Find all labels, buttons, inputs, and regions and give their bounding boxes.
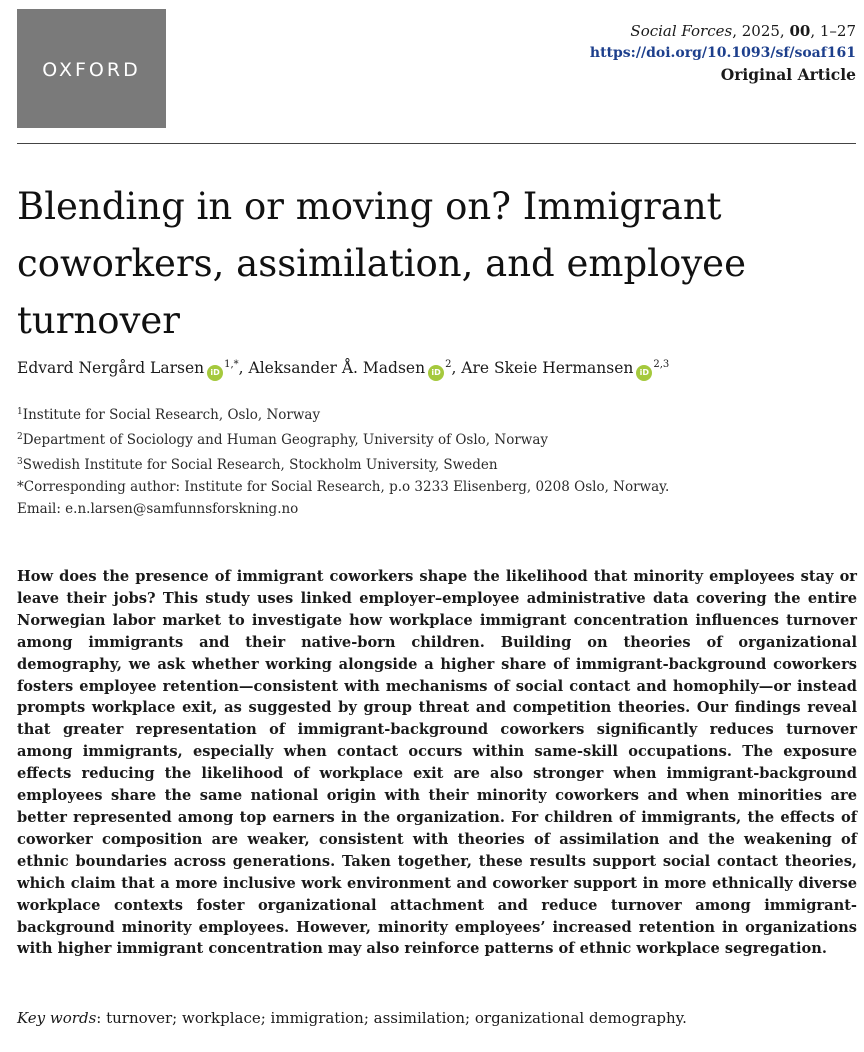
journal-info [590, 20, 856, 86]
affiliation-item [17, 401, 669, 426]
author-email[interactable]: Email: e.n.larsen@samfunnsforskning.no [17, 501, 299, 517]
affiliation-mark: 2 [17, 432, 23, 442]
author-affiliation-mark: 2 [445, 359, 452, 370]
affiliation-text: Department of Sociology and Human Geography, University of Oslo, Norway [22, 432, 549, 448]
keywords [17, 1009, 687, 1027]
affiliation-text: Swedish Institute for Social Research, Stockholm University, Sweden [22, 457, 498, 473]
header-divider [17, 143, 856, 144]
orcid-icon[interactable]: iD [428, 365, 444, 381]
keywords-list: : turnover; workplace; immigration; assimilation; organizational demography. [96, 1009, 687, 1027]
doi-link[interactable]: https://doi.org/10.1093/sf/soaf161 [589, 45, 856, 61]
citation-line [590, 20, 856, 42]
author-affiliation-mark: 2,3 [653, 359, 670, 370]
affiliation-mark: 3 [17, 457, 23, 467]
journal-name: Social Forces [630, 22, 733, 40]
abstract: How does the presence of immigrant coworkers shape the likelihood that minority employees stay or leave their jobs? This study uses linked employer–employee administrative data covering the entire Norwegian labor market to investigate how workplace immigrant concentration influences turnover among immigrants and their native-born children. Building on theories of organizational demography, we ask whether working alongside a higher share of immigrant-background coworkers fosters employee retention—consistent with mechanisms of social contact and homophily—or instead prompts workplace exit, as suggested by group threat and competition theories. Our findings reveal that greater representation of immigrant-background coworkers significantly reduces turnover among immigrants, especially when contact occurs within same-skill occupations. The exposure effects reducing the likelihood of workplace exit are also stronger when immigrant-background employees share the same national origin with their minority coworkers and when minorities are better represented among top earners in the organization. For children of immigrants, the effects of coworker composition are weaker, consistent with theories of assimilation and the weakening of ethnic boundaries across generations. Taken together, these results support social contact theories, which claim that a more inclusive work environment and coworker support in more ethnically diverse workplace contexts foster organizational attachment and reduce turnover among immigrant-background minority employees. However, minority employees’ increased retention in organizations with higher immigrant concentration may also reinforce patterns of ethnic workplace segregation. [17, 568, 857, 958]
article-type: Original Article [720, 65, 856, 84]
affiliation-text: Institute for Social Research, Oslo, Norway [22, 407, 321, 423]
affiliation-item [17, 451, 669, 476]
oxford-logo [17, 9, 166, 128]
author-separator: , [238, 359, 249, 377]
orcid-icon[interactable]: iD [207, 365, 223, 381]
affiliation-item [17, 426, 669, 451]
pages: , 1–27 [810, 22, 856, 40]
author-list [17, 359, 669, 381]
affiliations [17, 401, 669, 520]
volume: 00 [789, 22, 811, 40]
author-name[interactable]: Are Skeie Hermansen [461, 359, 634, 377]
author-affiliation-mark: 1,* [224, 359, 239, 370]
author-name[interactable]: Aleksander Å. Madsen [248, 359, 426, 377]
orcid-icon[interactable]: iD [636, 365, 652, 381]
article-title: Blending in or moving on? Immigrant coworkers, assimilation, and employee turnover [17, 185, 746, 342]
keywords-label: Key words [17, 1009, 97, 1027]
author-name[interactable]: Edvard Nergård Larsen [17, 359, 205, 377]
citation-year: , 2025, [732, 22, 790, 40]
logo-text: OXFORD [42, 58, 141, 81]
corresponding-author: *Corresponding author: Institute for Social Research, p.o 3233 Elisenberg, 0208 Oslo, Norway. [17, 479, 670, 495]
affiliation-mark: 1 [17, 407, 23, 417]
author-separator: , [451, 359, 462, 377]
